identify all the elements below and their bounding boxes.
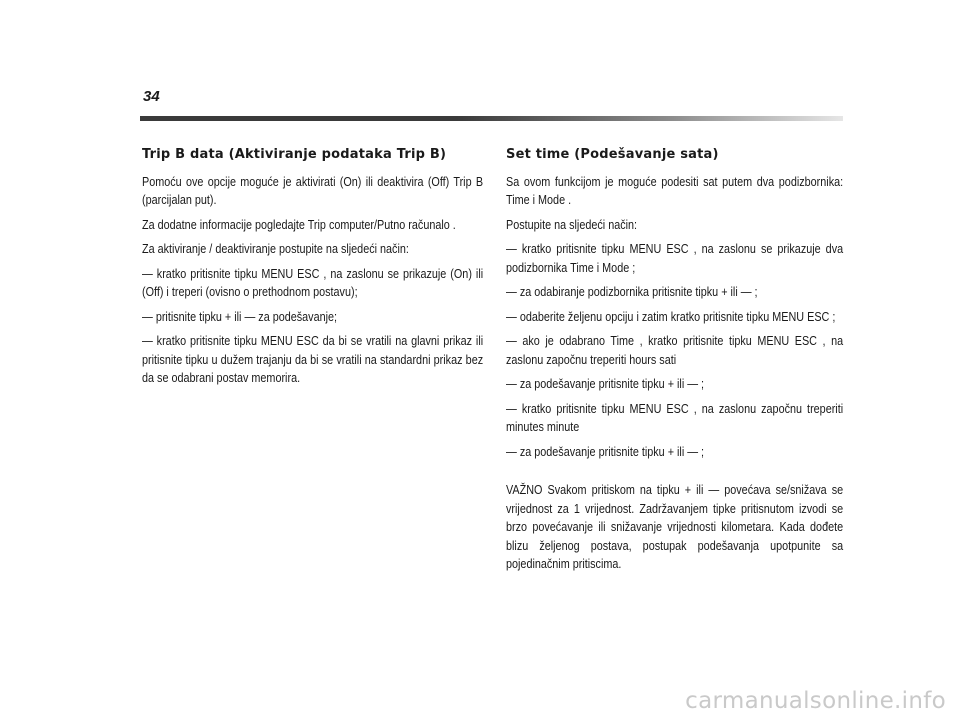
list-item: — za podešavanje pritisnite tipku + ili — ; [506,443,705,459]
spacer [506,467,843,481]
important-note: VAŽNO Svakom pritiskom na tipku + ili — povećava se/snižava se vrijednost za 1 vrijednost. Zadržavanjem tipke pritisnutom izvodi se brzo povećavanje ili snižavanje vrijednosti kilometara. Kada dođete blizu željenog postava, postupak podešavanja upotpunite sa pojedinačnim pritiscima. [506,482,844,571]
list-item: — odaberite željenu opciju i zatim kratko pritisnite tipku MENU ESC ; [506,308,836,324]
paragraph: Postupite na sljedeći način: [506,216,638,232]
list-item: — kratko pritisnite tipku MENU ESC , na zaslonu započnu treperiti minutes minute [506,400,844,434]
paragraph: Za aktiviranje / deaktiviranje postupite na sljedeći način: [142,241,409,256]
list-item: — za odabiranje podizbornika pritisnite tipku + ili — ; [506,284,758,299]
paragraph: Za dodatne informacije pogledajte Trip computer/Putno računalo . [142,216,456,232]
watermark: carmanualsonline.info [685,688,946,714]
paragraph: Pomoću ove opcije moguće je aktivirati (On) ili deaktivira (Off) Trip B (parcijalan put). [142,173,484,207]
section-heading-trip-b: Trip B data (Aktiviranje podataka Trip B) [142,147,447,162]
list-item: — za podešavanje pritisnite tipku + ili — ; [506,376,705,391]
page-number: 34 [143,88,160,105]
header-rule [140,116,843,121]
list-item: — kratko pritisnite tipku MENU ESC , na zaslonu se prikazuje (On) ili (Off) i treperi (ovisno o prethodnom postavu); [142,265,484,299]
list-item: — pritisnite tipku + ili — za podešavanje; [142,308,338,324]
left-column [142,146,483,394]
list-item: — kratko pritisnite tipku MENU ESC da bi se vratili na glavni prikaz ili pritisnite tipku u dužem trajanju da bi se vratili na standardni prikaz bez da se odabrani postav memorira. [142,333,484,385]
section-heading-set-time: Set time (Podešavanje sata) [506,147,719,162]
right-column [506,146,843,580]
list-item: — ako je odabrano Time , kratko pritisnite tipku MENU ESC , na zaslonu započnu treperiti hours sati [506,333,844,367]
list-item: — kratko pritisnite tipku MENU ESC , na zaslonu se prikazuje dva podizbornika Time i Mode ; [506,241,844,275]
paragraph: Sa ovom funkcijom je moguće podesiti sat putem dva podizbornika: Time i Mode . [506,173,844,207]
